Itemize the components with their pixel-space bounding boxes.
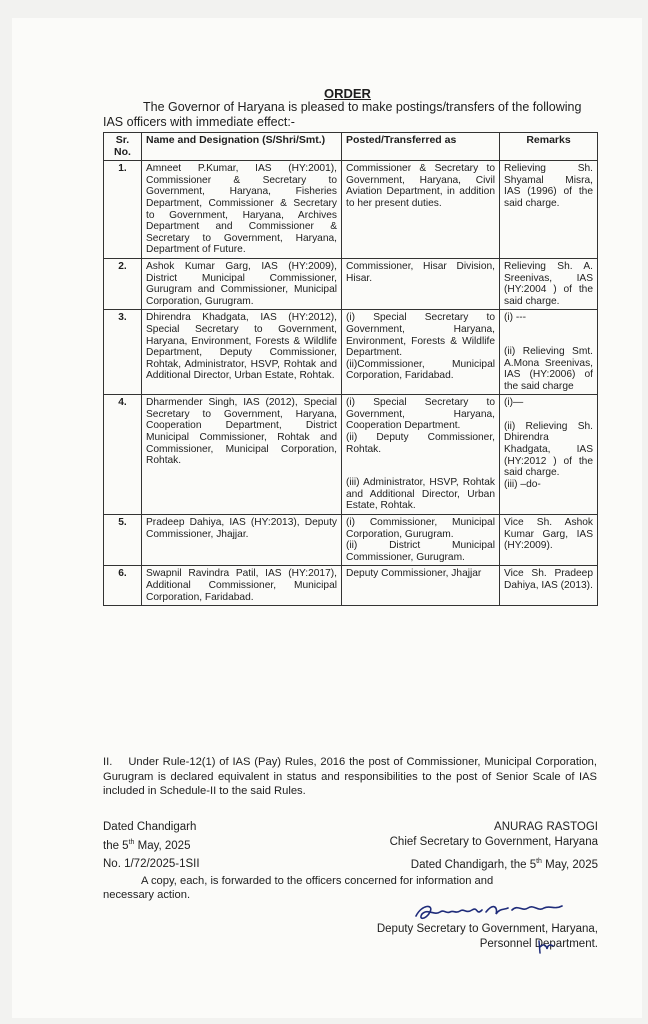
postings-table <box>103 132 598 606</box>
posted-item: (ii)Commissioner, Municipal Corporation, Faridabad. <box>346 358 495 382</box>
table-row <box>104 566 598 606</box>
posted-item: (i) Commissioner, Municipal Corporation, Gurugram. <box>346 517 495 540</box>
rule-paragraph <box>103 755 597 799</box>
header-remarks: Remarks <box>500 133 598 161</box>
table-header-row <box>104 133 598 161</box>
remarks-item: (i) --- <box>504 312 527 324</box>
row-posted: Commissioner, Hisar Division, Hisar. <box>342 258 500 309</box>
deputy-secretary-block <box>330 922 598 952</box>
copy-line-1: A copy, each, is forwarded to the officers concerned for information and <box>141 875 494 887</box>
header-name-designation: Name and Designation (S/Shri/Smt.) <box>142 133 342 161</box>
table-row <box>104 395 598 515</box>
signatory-block <box>360 820 598 850</box>
row-name: Dharmender Singh, IAS (2012), Special Secretary to Government, Haryana, Cooperation Department, District Municipal Commissioner, Rohtak and Commissioner, Municipal Corporation, Rohtak. <box>142 395 342 515</box>
header-posted-transferred: Posted/Transferred as <box>342 133 500 161</box>
row-name: Amneet P.Kumar, IAS (HY:2001), Commissioner & Secretary to Government, Haryana, Fisheries Department, Commissioner & Secretary to Government, Haryana, Archives Department and Commissioner & Secretary to Government, Haryana, Department of Future. <box>142 161 342 259</box>
handwritten-initials <box>536 937 556 955</box>
order-number: No. 1/72/2025-1SII <box>103 858 200 870</box>
row-posted <box>342 395 500 515</box>
table-row <box>104 515 598 566</box>
dated-right: Dated Chandigarh, the 5th May, 2025 <box>410 858 598 871</box>
row-sr: 3. <box>104 310 142 395</box>
row-posted <box>342 515 500 566</box>
posted-item: (iii) Administrator, HSVP, Rohtak and Additional Director, Urban Estate, Rohtak. <box>346 477 495 512</box>
row-posted: Deputy Commissioner, Jhajjar <box>342 566 500 606</box>
paragraph-text: Under Rule-12(1) of IAS (Pay) Rules, 2016 the post of Commissioner, Municipal Corporation, Gurugram is declared equivalent in status and responsibilities to the post of Senior Scale of IAS included in Schedule-II to the said Rules. <box>103 756 597 797</box>
row-name: Swapnil Ravindra Patil, IAS (HY:2017), Additional Commissioner, Municipal Corporation, Faridabad. <box>142 566 342 606</box>
intro-text <box>103 100 597 130</box>
remarks-item: (iii) –do- <box>504 478 541 490</box>
signatory-name: ANURAG RASTOGI <box>494 821 598 833</box>
row-sr: 6. <box>104 566 142 606</box>
header-sr-no: Sr. No. <box>104 133 142 161</box>
order-title: ORDER <box>324 86 371 101</box>
posted-item: (i) Special Secretary to Government, Haryana, Environment, Forests & Wildlife Department. <box>346 312 495 359</box>
row-posted: Commissioner & Secretary to Government, Haryana, Civil Aviation Department, in addition to her present duties. <box>342 161 500 259</box>
signatory-designation: Chief Secretary to Government, Haryana <box>389 836 598 848</box>
table-row <box>104 258 598 309</box>
row-remarks <box>500 395 598 515</box>
posted-item: (i) Special Secretary to Government, Haryana, Cooperation Department. <box>346 397 495 432</box>
deputy-line-1: Deputy Secretary to Government, Haryana, <box>376 923 598 935</box>
row-remarks: Relieving Sh. A. Sreenivas, IAS (HY:2004 ) of the said charge. <box>500 258 598 309</box>
row-name: Ashok Kumar Garg, IAS (HY:2009), District Municipal Commissioner, Gurugram and Commissioner, Municipal Corporation, Gurugram. <box>142 258 342 309</box>
row-sr: 2. <box>104 258 142 309</box>
paragraph-number: II. <box>103 756 113 768</box>
dated-line-1: Dated Chandigarh <box>103 821 197 833</box>
row-posted <box>342 310 500 395</box>
dated-line-2: the 5th May, 2025 <box>103 839 191 852</box>
intro-line-1: The Governor of Haryana is pleased to make postings/transfers of the following <box>143 100 582 114</box>
row-name: Pradeep Dahiya, IAS (HY:2013), Deputy Commissioner, Jhajjar. <box>142 515 342 566</box>
deputy-line-2: Personnel Department. <box>479 938 598 950</box>
intro-line-2: IAS officers with immediate effect:- <box>103 115 295 129</box>
handwritten-signature <box>412 898 572 924</box>
row-sr: 1. <box>104 161 142 259</box>
remarks-item: (ii) Relieving Sh. Dhirendra Khadgata, IAS (HY:2012 ) of the said charge. <box>504 420 593 479</box>
row-remarks: Vice Sh. Ashok Kumar Garg, IAS (HY:2009). <box>500 515 598 566</box>
posted-item: (ii) Deputy Commissioner, Rohtak. <box>346 432 495 455</box>
table-row <box>104 161 598 259</box>
table-row <box>104 310 598 395</box>
row-sr: 5. <box>104 515 142 566</box>
remarks-item: (i)— <box>504 397 524 409</box>
row-name: Dhirendra Khadgata, IAS (HY:2012), Special Secretary to Government, Haryana, Environment, Forests & Wildlife Department, Deputy Commissioner, Rohtak, Administrator, HSVP, Rohtak and Additional Director, Urban Estate, Rohtak. <box>142 310 342 395</box>
remarks-item: (ii) Relieving Smt. A.Mona Sreenivas, IAS (HY:2006) of the said charge <box>504 345 593 392</box>
row-remarks <box>500 310 598 395</box>
posted-item: (ii) District Municipal Commissioner, Gurugram. <box>346 540 495 563</box>
row-sr: 4. <box>104 395 142 515</box>
copy-line-2: necessary action. <box>103 889 191 901</box>
row-remarks: Vice Sh. Pradeep Dahiya, IAS (2013). <box>500 566 598 606</box>
dated-place <box>103 820 196 854</box>
row-remarks: Relieving Sh. Shyamal Misra, IAS (1996) of the said charge. <box>500 161 598 259</box>
